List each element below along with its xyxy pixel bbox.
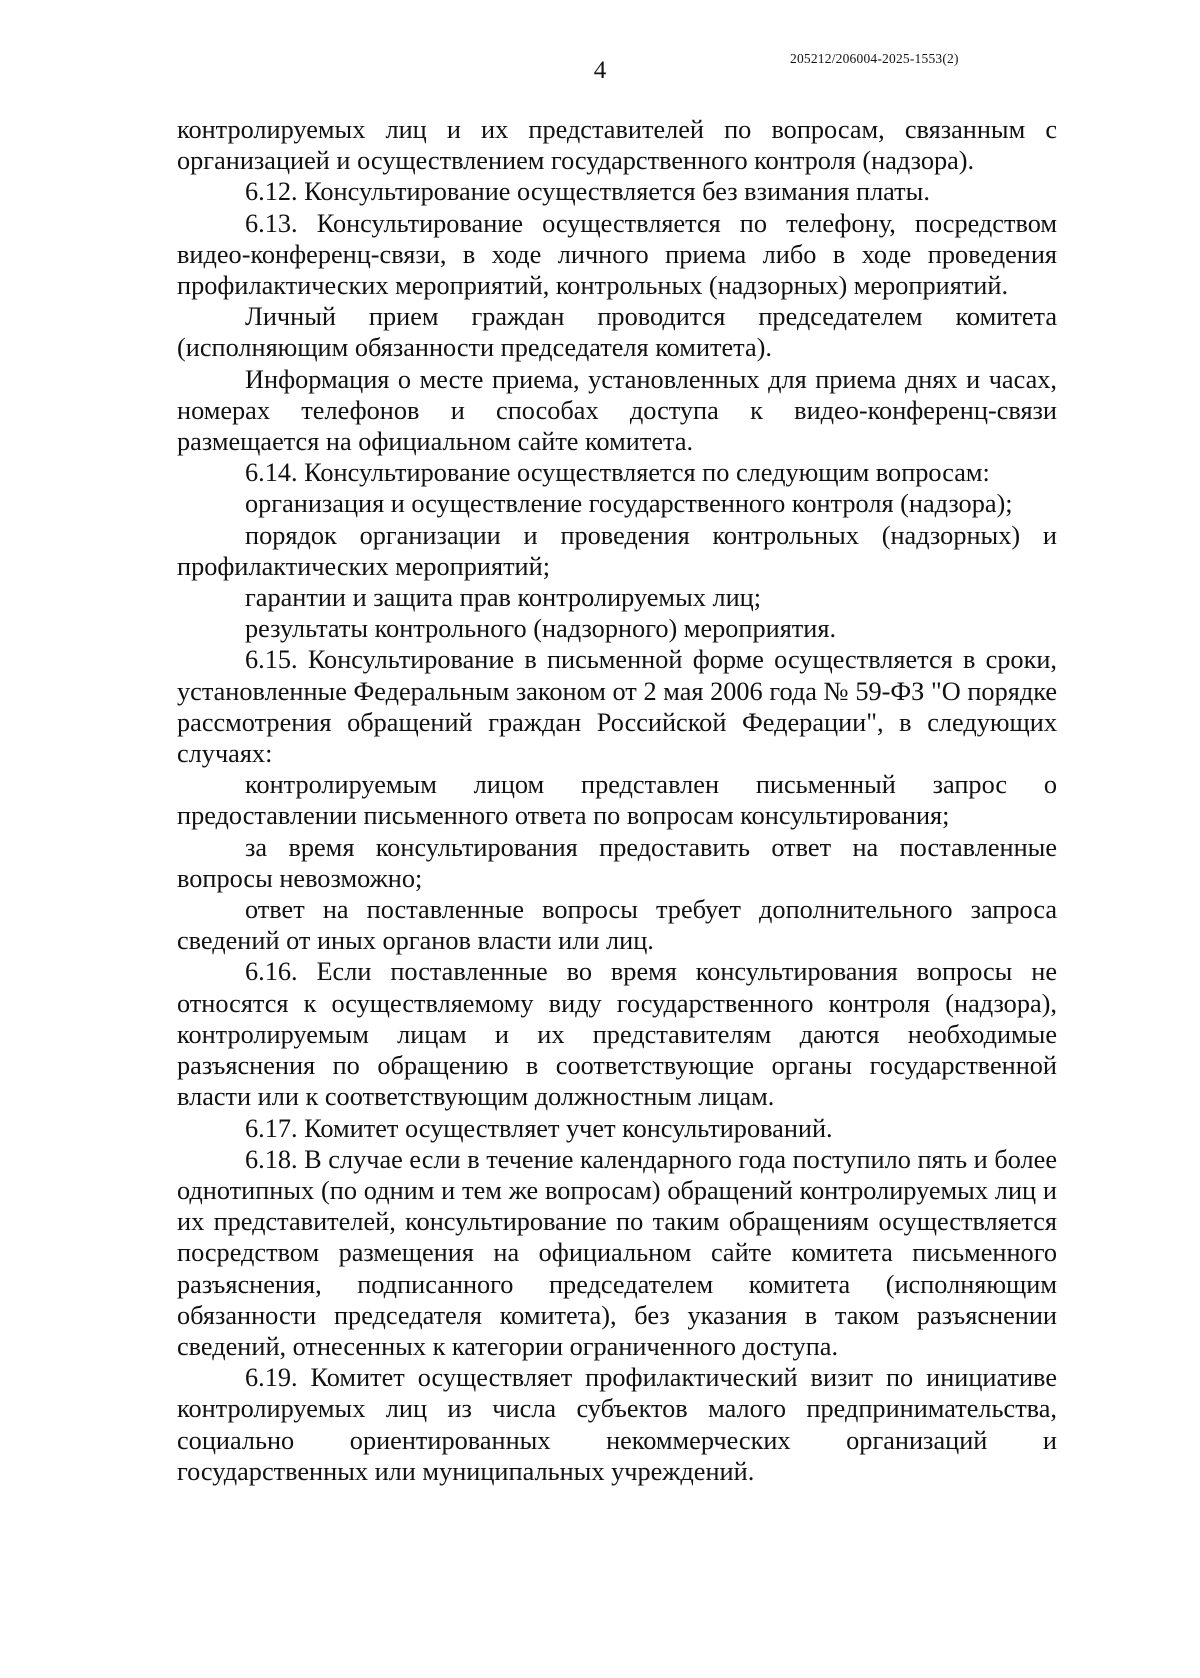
- paragraph-reception-info: Информация о месте приема, установленных для приема днях и часах, номерах телефонов и способах доступа к видео-конференц-связи размещается на официальном сайте комитета.: [177, 364, 1057, 457]
- list-item-additional-request: ответ на поставленные вопросы требует дополнительного запроса сведений от иных органов власти или лиц.: [177, 895, 1057, 956]
- paragraph-6-14: 6.14. Консультирование осуществляется по следующим вопросам:: [245, 458, 990, 488]
- list-item-procedure: порядок организации и проведения контрольных (надзорных) и профилактических мероприятий;: [177, 520, 1057, 581]
- paragraph-6-12: 6.12. Консультирование осуществляется без взимания платы.: [245, 177, 930, 207]
- paragraph-continuation: контролируемых лиц и их представителей по вопросам, связанным с организацией и осуществлением государственного контроля (надзора).: [177, 115, 1057, 176]
- document-body: [177, 114, 1057, 1487]
- paragraph-6-17: 6.17. Комитет осуществляет учет консультирований.: [245, 1113, 833, 1143]
- document-code: 205212/206004-2025-1553(2): [790, 51, 959, 66]
- paragraph-6-18: 6.18. В случае если в течение календарного года поступило пять и более однотипных (по одним и тем же вопросам) обращений контролируемых лиц и их представителей, консультирование по таким обращениям осуществляется посредством размещения на официальном сайте комитета письменного разъяснения, подписанного председателем комитета (исполняющим обязанности председателя комитета), без указания в таком разъяснении сведений, отнесенных к категории ограниченного доступа.: [177, 1144, 1057, 1361]
- list-item-written-request: контролируемым лицом представлен письменный запрос о предоставлении письменного ответа по вопросам консультирования;: [177, 770, 1057, 831]
- paragraph-6-15: 6.15. Консультирование в письменной форме осуществляется в сроки, установленные Федеральным законом от 2 мая 2006 года № 59-ФЗ "О порядке рассмотрения обращений граждан Российской Федерации", в следующих случаях:: [177, 645, 1057, 769]
- paragraph-personal-reception: Личный прием граждан проводится председателем комитета (исполняющим обязанности председателя комитета).: [177, 302, 1057, 363]
- paragraph-6-13: 6.13. Консультирование осуществляется по телефону, посредством видео-конференц-связи, в ходе личного приема либо в ходе проведения профилактических мероприятий, контрольных (надзорных) мероприятий.: [177, 208, 1057, 301]
- page-number: 4: [593, 57, 607, 84]
- paragraph-6-19: 6.19. Комитет осуществляет профилактический визит по инициативе контролируемых лиц из числа субъектов малого предпринимательства, социально ориентированных некоммерческих организаций и государственных или муниципальных учреждений.: [177, 1363, 1057, 1486]
- paragraph-6-16: 6.16. Если поставленные во время консультирования вопросы не относятся к осуществляемому виду государственного контроля (надзора), контролируемым лицам и их представителям даются необходимые разъяснения по обращению в соответствующие органы государственной власти или к соответствующим должностным лицам.: [177, 957, 1057, 1112]
- list-item-guarantees: гарантии и защита прав контролируемых лиц;: [245, 583, 762, 613]
- list-item-results: результаты контрольного (надзорного) мероприятия.: [245, 614, 837, 644]
- list-item-organization: организация и осуществление государственного контроля (надзора);: [245, 489, 1013, 519]
- list-item-no-answer: за время консультирования предоставить ответ на поставленные вопросы невозможно;: [177, 832, 1057, 893]
